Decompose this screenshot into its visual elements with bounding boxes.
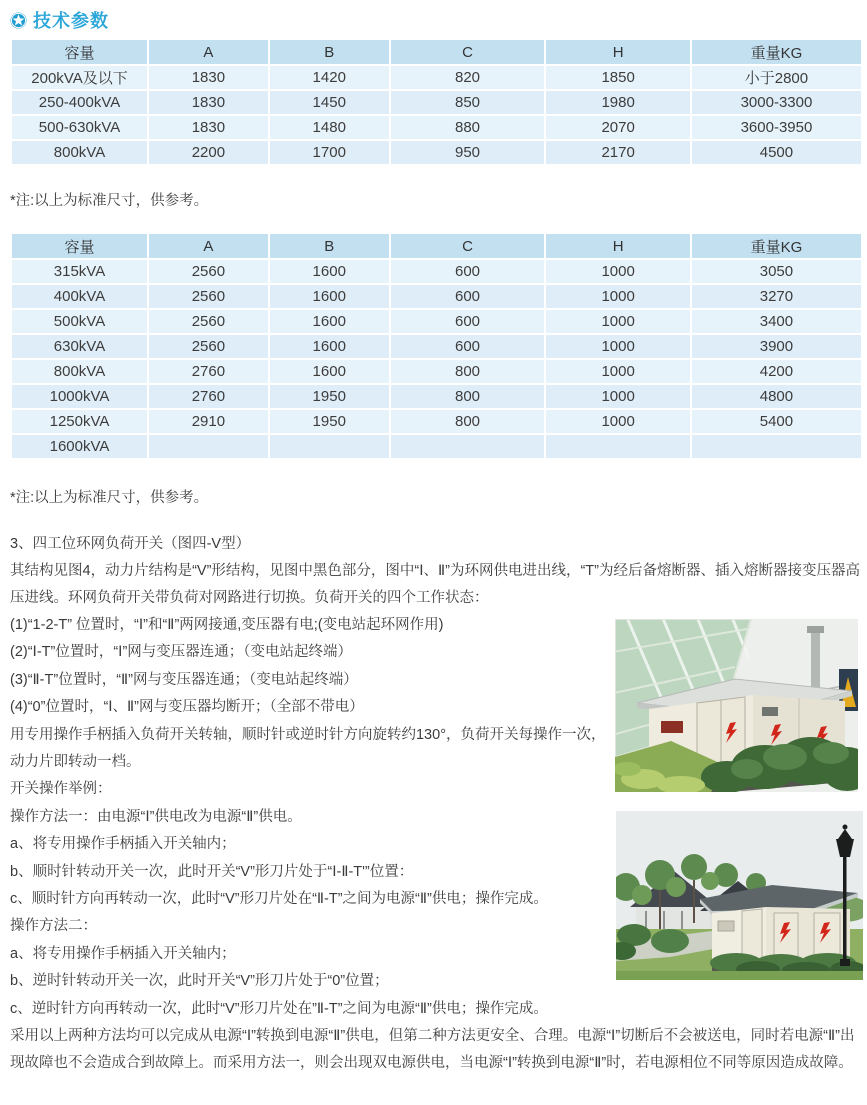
table-cell (545, 434, 691, 459)
table-header-cell: H (545, 39, 691, 65)
table-header-cell: 重量KG (691, 39, 862, 65)
table-header-cell: H (545, 233, 691, 259)
table-cell: 1830 (148, 90, 269, 115)
closing-paragraph: 采用以上两种方法均可以完成从电源“Ⅰ”转换到电源“Ⅱ”供电，但第二种方法更安全、合理。电源“Ⅰ”切断后不会被送电，同时若电源“Ⅱ”出现故障也不会造成合到故障上。而采用方法一，则会出现双电源供电，当电源“Ⅰ”转换到电源“Ⅱ”时，若电源相位不同等原因造成故障。 (10, 1028, 855, 1072)
body-text-line: b、顺时针转动开关一次，此时开关“V”形刀片处于“Ⅰ-Ⅱ-T'”位置： (10, 863, 414, 880)
table-header-cell: 容量 (11, 233, 148, 259)
table-cell: 1600 (269, 359, 390, 384)
table-cell: 3270 (691, 284, 862, 309)
table-cell: 1250kVA (11, 409, 148, 434)
substation-door (814, 913, 840, 957)
table-cell: 4200 (691, 359, 862, 384)
table-cell (269, 434, 390, 459)
table-cell: 1000 (545, 359, 691, 384)
section-header (10, 7, 109, 33)
table-cell: 小于2800 (691, 65, 862, 90)
table-header-cell: B (269, 39, 390, 65)
table-cell: 1980 (545, 90, 691, 115)
table-cell: 950 (390, 140, 546, 165)
table-cell: 1000 (545, 259, 691, 284)
table-cell: 5400 (691, 409, 862, 434)
table-note-1: *注:以上为标准尺寸，供参考。 (10, 193, 209, 209)
table-cell: 2910 (148, 409, 269, 434)
body-text-line: 操作方法一：由电源“Ⅰ”供电改为电源“Ⅱ”供电。 (10, 808, 302, 825)
table-cell: 820 (390, 65, 546, 90)
table-cell: 2560 (148, 334, 269, 359)
table-header-cell: C (390, 233, 546, 259)
table-header-row (11, 233, 862, 259)
table-cell (148, 434, 269, 459)
substation-door (774, 913, 798, 959)
table-cell: 2200 (148, 140, 269, 165)
table-cell: 850 (390, 90, 546, 115)
page-title: 技术参数 (33, 11, 109, 31)
table-cell: 1000kVA (11, 384, 148, 409)
switch-section (10, 523, 863, 1105)
chimney (811, 631, 820, 687)
table-cell: 1850 (545, 65, 691, 90)
intro-paragraph: 其结构见图4，动力片结构是“V”形结构，见图中黑色部分，图中“Ⅰ、Ⅱ”为环网供电进出线，“T”为经后备熔断器、插入熔断器接变压器高压进线。环网负荷开关带负荷对网路进行切换。负荷开关的四个工作状态： (10, 563, 860, 606)
spec-table-2 (10, 232, 863, 460)
body-text-line: b、逆时针转动开关一次，此时开关“V”形刀片处于“0”位置； (10, 973, 389, 990)
table-cell: 3600-3950 (691, 115, 862, 140)
table-cell: 1700 (269, 140, 390, 165)
table-row (11, 90, 862, 115)
table-cell: 1000 (545, 384, 691, 409)
table-cell: 800 (390, 384, 546, 409)
substation-photo-1-illustration (615, 619, 858, 792)
body-text-line: 操作方法二： (10, 918, 97, 935)
table-cell: 600 (390, 309, 546, 334)
body-text-line: a、将专用操作手柄插入开关轴内； (10, 945, 236, 962)
table-cell: 4800 (691, 384, 862, 409)
table-cell: 3400 (691, 309, 862, 334)
table-cell: 3050 (691, 259, 862, 284)
body-text-line: 开关操作举例： (10, 781, 112, 798)
table-row (11, 309, 862, 334)
table-row (11, 284, 862, 309)
spec-table-1 (10, 38, 863, 166)
table-cell: 3900 (691, 334, 862, 359)
table-cell: 2760 (148, 384, 269, 409)
table-cell: 315kVA (11, 259, 148, 284)
table-cell: 1000 (545, 409, 691, 434)
body-text-line: c、顺时针方向再转动一次，此时“V”形刀片处在“Ⅱ-T”之间为电源“Ⅱ”供电；操作完成。 (10, 891, 548, 908)
table-cell: 2560 (148, 259, 269, 284)
substation-photo-1 (615, 619, 858, 792)
table-cell: 800kVA (11, 140, 148, 165)
body-text-line: 用专用操作手柄插入负荷开关转轴，顺时针或逆时针方向旋转约130°，负荷开关每操作一次， (10, 726, 606, 743)
table-row (11, 115, 862, 140)
table-cell: 1450 (269, 90, 390, 115)
table-cell: 1600kVA (11, 434, 148, 459)
table-header-cell: C (390, 39, 546, 65)
table-cell: 630kVA (11, 334, 148, 359)
substation-photo-2 (616, 811, 863, 980)
table-cell: 600 (390, 334, 546, 359)
table-cell: 1950 (269, 384, 390, 409)
table-cell: 600 (390, 259, 546, 284)
table-row (11, 259, 862, 284)
table-cell: 800 (390, 359, 546, 384)
body-text-line: 动力片即转动一档。 (10, 754, 141, 771)
table-header-cell: A (148, 233, 269, 259)
table-header-cell: A (148, 39, 269, 65)
table-cell: 1600 (269, 309, 390, 334)
body-text-line: (1)“1-2-T” 位置时，“Ⅰ”和“Ⅱ”两网接通,变压器有电;(变电站起环网作用) (10, 617, 444, 633)
table-cell (390, 434, 546, 459)
table-row (11, 140, 862, 165)
table-cell: 1830 (148, 115, 269, 140)
table-row (11, 359, 862, 384)
table-cell: 4500 (691, 140, 862, 165)
table-row (11, 434, 862, 459)
table-cell: 1000 (545, 334, 691, 359)
table-header-cell: 容量 (11, 39, 148, 65)
table-cell: 2560 (148, 309, 269, 334)
table-cell: 2070 (545, 115, 691, 140)
table-cell: 1600 (269, 334, 390, 359)
name-plate (661, 721, 683, 733)
table-cell: 500-630kVA (11, 115, 148, 140)
table-cell: 600 (390, 284, 546, 309)
star-in-circle-icon (10, 12, 27, 29)
table-cell: 400kVA (11, 284, 148, 309)
table-cell: 880 (390, 115, 546, 140)
table-cell: 1600 (269, 284, 390, 309)
table-row (11, 384, 862, 409)
table-cell (691, 434, 862, 459)
table-cell: 1600 (269, 259, 390, 284)
body-text-line: a、将专用操作手柄插入开关轴内； (10, 836, 236, 853)
table-header-cell: B (269, 233, 390, 259)
table-cell: 2560 (148, 284, 269, 309)
table-cell: 1950 (269, 409, 390, 434)
table-cell: 800kVA (11, 359, 148, 384)
table-cell: 800 (390, 409, 546, 434)
table-cell: 250-400kVA (11, 90, 148, 115)
body-text-line: (4)“0”位置时，“Ⅰ、Ⅱ”网与变压器均断开；（全部不带电） (10, 699, 364, 716)
table-row (11, 65, 862, 90)
table-header-cell: 重量KG (691, 233, 862, 259)
table-cell: 2760 (148, 359, 269, 384)
table-row (11, 409, 862, 434)
table-cell: 2170 (545, 140, 691, 165)
table-cell: 500kVA (11, 309, 148, 334)
table-cell: 1480 (269, 115, 390, 140)
table-cell: 1000 (545, 284, 691, 309)
body-text-line: c、逆时针方向再转动一次，此时“V”形刀片处在”Ⅱ-T”之间为电源“Ⅱ”供电；操作完成。 (10, 1000, 548, 1017)
body-text-line: (2)“Ⅰ-T”位置时，“Ⅰ”网与变压器连通；（变电站起终端） (10, 644, 353, 661)
table-cell: 1000 (545, 309, 691, 334)
table-cell: 1830 (148, 65, 269, 90)
table-cell: 200kVA及以下 (11, 65, 148, 90)
table-row (11, 334, 862, 359)
substation-photo-2-illustration (616, 811, 863, 980)
table-cell: 1420 (269, 65, 390, 90)
subsection-heading: 3、四工位环网负荷开关（图四-V型） (10, 536, 251, 552)
body-text-line: (3)“Ⅱ-T”位置时，“Ⅱ”网与变压器连通；（变电站起终端） (10, 671, 358, 688)
table-cell: 3000-3300 (691, 90, 862, 115)
table-note-2: *注:以上为标准尺寸，供参考。 (10, 490, 209, 506)
table-header-row (11, 39, 862, 65)
